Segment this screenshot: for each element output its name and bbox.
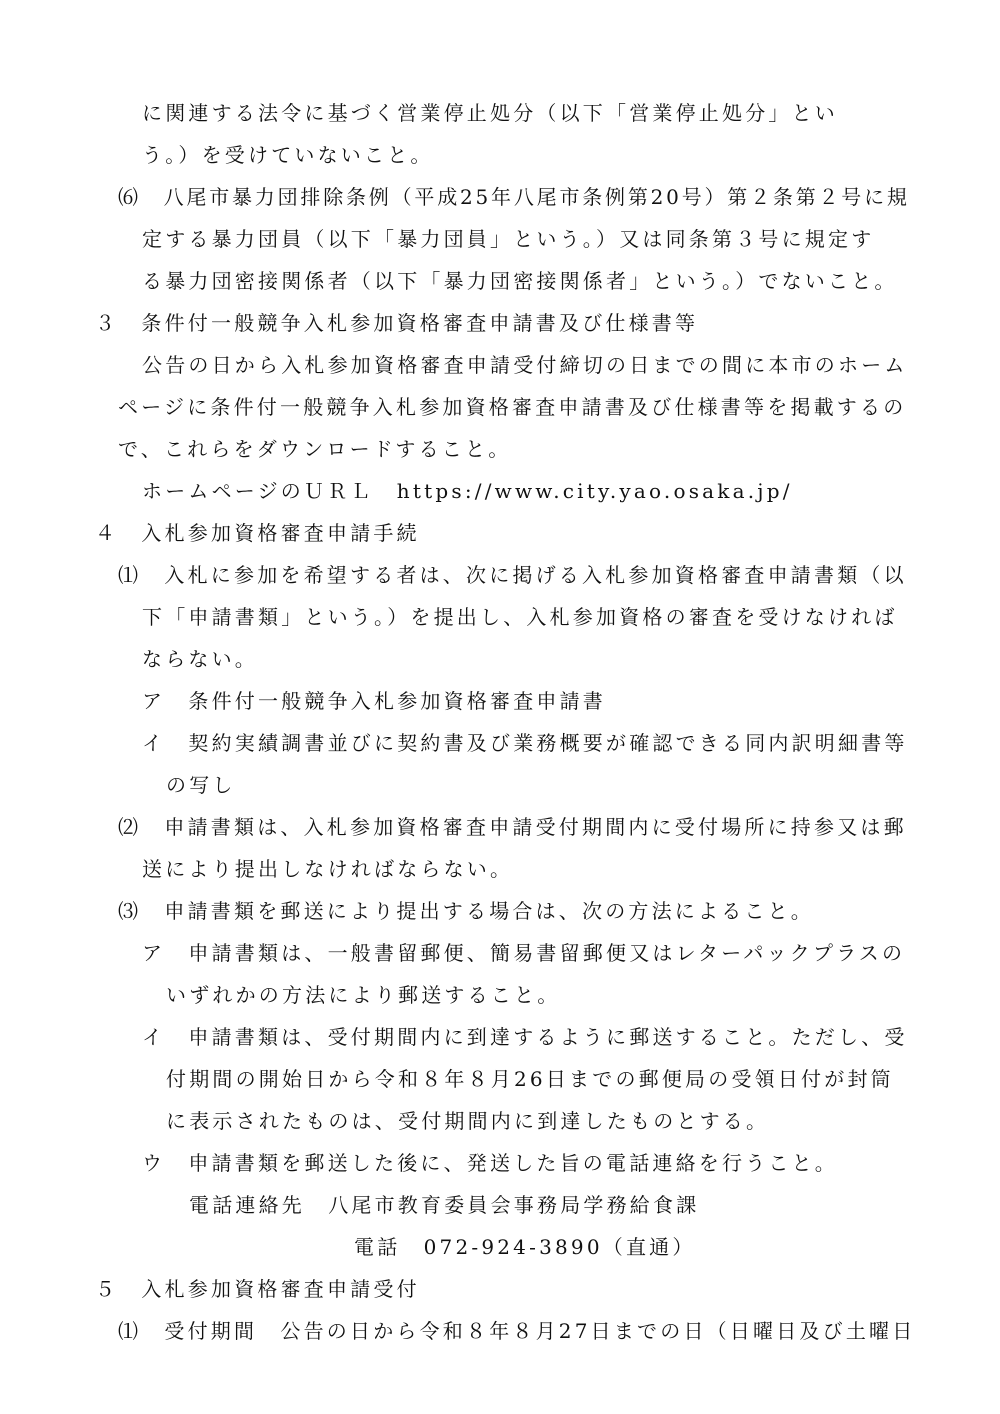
list-item: ウ 申請書類を郵送した後に、発送した旨の電話連絡を行うこと。 bbox=[142, 1151, 838, 1175]
list-item: ア 申請書類は、一般書留郵便、簡易書留郵便又はレターパックプラスの bbox=[142, 941, 906, 965]
list-item: イ 契約実績調書並びに契約書及び業務概要が確認できる同内訳明細書等 bbox=[142, 731, 908, 755]
text-line: 付期間の開始日から令和８年８月26日までの郵便局の受領日付が封筒 bbox=[166, 1067, 894, 1091]
text-line: ⑴ 入札に参加を希望する者は、次に掲げる入札参加資格審査申請書類（以 bbox=[118, 563, 907, 587]
text-line: ならない。 bbox=[142, 647, 258, 671]
text-line: いずれかの方法により郵送すること。 bbox=[166, 983, 561, 1007]
text-line: ⑹ 八尾市暴力団排除条例（平成25年八尾市条例第20号）第２条第２号に規 bbox=[118, 185, 910, 209]
phone-line: 電話 072-924-3890（直通） bbox=[354, 1235, 696, 1259]
text-line: 定する暴力団員（以下「暴力団員」という。）又は同条第３号に規定す bbox=[142, 227, 875, 251]
text-line: に関連する法令に基づく営業停止処分（以下「営業停止処分」とい bbox=[142, 101, 838, 125]
section-heading: ４ 入札参加資格審査申請手続 bbox=[95, 521, 420, 545]
contact-line: 電話連絡先 八尾市教育委員会事務局学務給食課 bbox=[189, 1193, 700, 1217]
text-line: 送により提出しなければならない。 bbox=[142, 857, 514, 881]
list-item: ア 条件付一般競争入札参加資格審査申請書 bbox=[142, 689, 606, 713]
homepage-url-line: ホームページのＵＲＬ https://www.city.yao.osaka.jp/ bbox=[142, 479, 793, 503]
text-line: の写し bbox=[166, 773, 236, 797]
section-heading: ５ 入札参加資格審査申請受付 bbox=[95, 1277, 420, 1301]
text-line: ⑶ 申請書類を郵送により提出する場合は、次の方法によること。 bbox=[118, 899, 814, 923]
text-line: ⑵ 申請書類は、入札参加資格審査申請受付期間内に受付場所に持参又は郵 bbox=[118, 815, 907, 839]
text-line: 公告の日から入札参加資格審査申請受付締切の日までの間に本市のホーム bbox=[142, 353, 908, 377]
text-line: ⑴ 受付期間 公告の日から令和８年８月27日までの日（日曜日及び土曜日 bbox=[118, 1319, 916, 1343]
text-line: で、これらをダウンロードすること。 bbox=[118, 437, 512, 461]
text-line: る暴力団密接関係者（以下「暴力団密接関係者」という。）でないこと。 bbox=[142, 269, 898, 293]
text-line: に表示されたものは、受付期間内に到達したものとする。 bbox=[166, 1109, 770, 1133]
text-line: う。）を受けていないこと。 bbox=[142, 143, 434, 167]
section-heading: ３ 条件付一般競争入札参加資格審査申請書及び仕様書等 bbox=[95, 311, 699, 335]
list-item: イ 申請書類は、受付期間内に到達するように郵送すること。ただし、受 bbox=[142, 1025, 908, 1049]
text-line: 下「申請書類」という。）を提出し、入札参加資格の審査を受けなければ bbox=[142, 605, 898, 629]
text-line: ページに条件付一般競争入札参加資格審査申請書及び仕様書等を掲載するの bbox=[118, 395, 907, 419]
